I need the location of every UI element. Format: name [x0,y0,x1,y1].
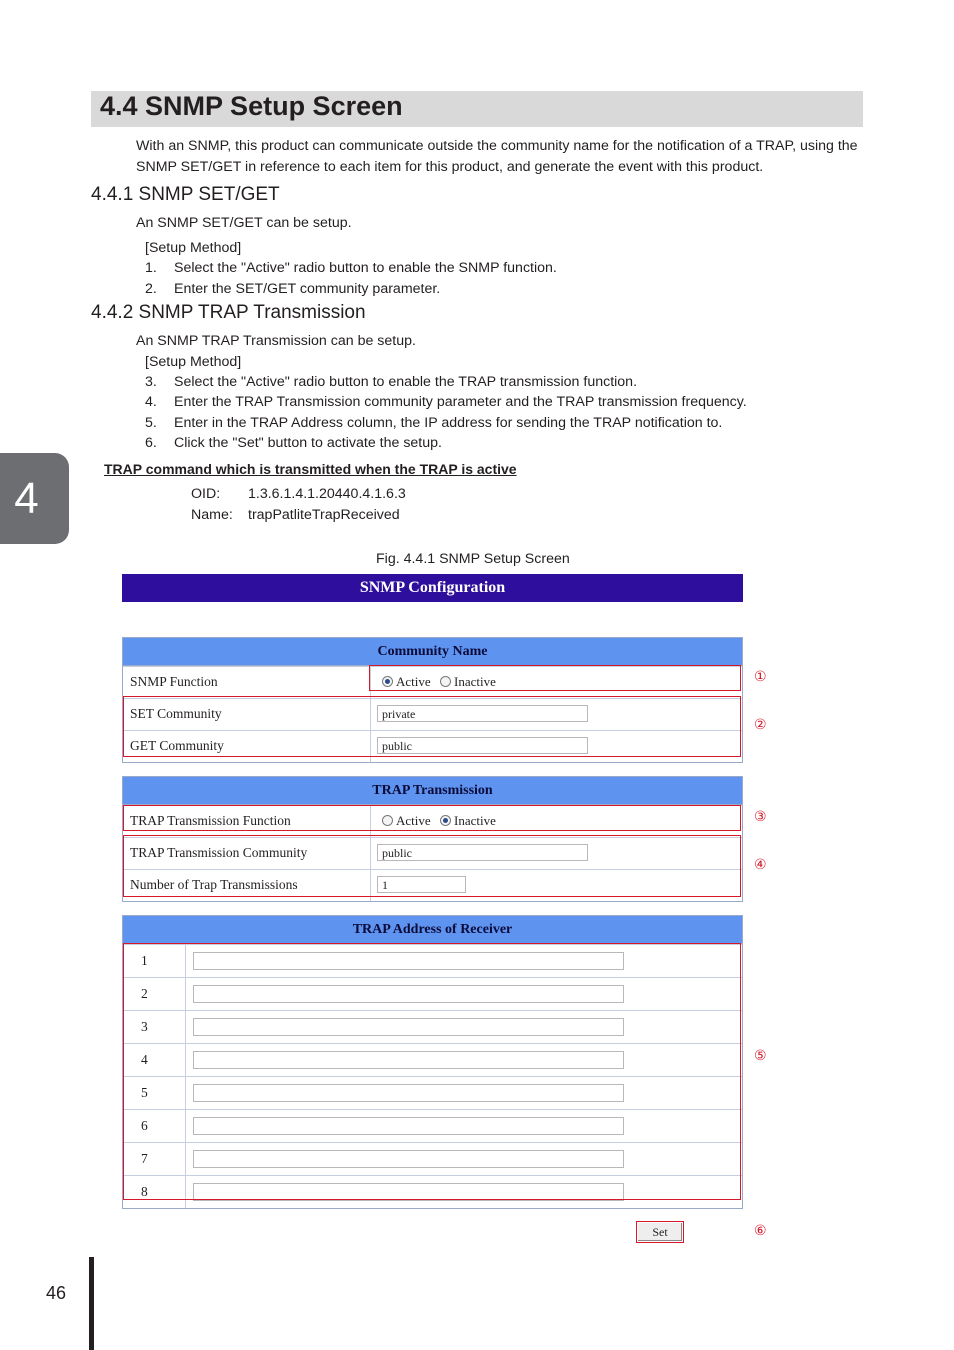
snmp-function-label: SNMP Function [130,674,218,689]
receiver-index: 5 [141,1085,148,1100]
oid-value: 1.3.6.1.4.1.20440.4.1.6.3 [248,486,406,502]
trap-name-value: trapPatliteTrapReceived [248,507,400,523]
trap-receiver-header: TRAP Address of Receiver [123,916,742,944]
page-margin-bar [89,1257,94,1350]
step-number: 2. [145,281,157,297]
trap-command-heading: TRAP command which is transmitted when the TRAP is active [104,461,517,477]
section-title-band [91,91,863,127]
trap-active-label: Active [396,813,431,828]
trap-method-label: [Setup Method] [145,354,242,370]
highlight-box-4 [123,835,741,897]
trap-name-label: Name: [191,507,233,523]
step-text: Enter the SET/GET community parameter. [174,281,441,297]
trap-function-label: TRAP Transmission Function [130,813,291,828]
page-title: 4.4 SNMP Setup Screen [100,91,403,121]
set-get-description: An SNMP SET/GET can be setup. [136,215,352,231]
set-get-method-label: [Setup Method] [145,240,242,256]
intro-paragraph: With an SNMP, this product can communicate outside the community name for the notification of a TRAP, using the SNMP SET/GET in reference to each item for this product, and generate the event with this product. [136,138,858,175]
oid-label: OID: [191,486,221,502]
trap-community-label: TRAP Transmission Community [130,845,308,860]
community-name-header: Community Name [123,638,742,666]
step-text: Enter the TRAP Transmission community parameter and the TRAP transmission frequency. [174,394,747,410]
step-number: 5. [145,415,157,431]
step-text: Select the "Active" radio button to enable the TRAP transmission function. [174,374,638,390]
trap-description: An SNMP TRAP Transmission can be setup. [136,333,416,349]
callout-6: ⑥ [754,1222,767,1238]
step-item [145,433,845,453]
highlight-box-1 [369,665,741,691]
step-text: Enter in the TRAP Address column, the IP address for sending the TRAP notification to. [174,415,723,431]
set-community-input[interactable]: private [377,705,588,722]
snmp-active-label: Active [396,674,431,689]
callout-5: ⑤ [754,1047,767,1063]
chapter-tab: 4 [0,453,69,544]
set-button[interactable]: Set [636,1221,684,1243]
receiver-index: 8 [141,1184,148,1199]
figure-caption: Fig. 4.4.1 SNMP Setup Screen [376,551,570,567]
callout-3: ③ [754,808,767,824]
step-number: 3. [145,374,157,390]
callout-2: ② [754,716,767,732]
highlight-box-2 [123,696,741,757]
step-text: Select the "Active" radio button to enable the SNMP function. [174,260,557,276]
callout-4: ④ [754,856,767,872]
subsection-heading-trap: 4.4.2 SNMP TRAP Transmission [91,302,366,323]
step-number: 1. [145,260,157,276]
highlight-box-3 [123,805,741,831]
step-item [145,392,845,412]
callout-1: ① [754,668,767,684]
step-number: 4. [145,394,157,410]
trap-count-input[interactable]: 1 [377,876,466,893]
receiver-index: 6 [141,1118,148,1133]
trap-count-label: Number of Trap Transmissions [130,877,298,892]
receiver-index: 2 [141,986,148,1001]
trap-inactive-label: Inactive [454,813,496,828]
trap-community-input[interactable]: public [377,844,588,861]
step-number: 6. [145,435,157,451]
step-item [145,413,845,433]
snmp-config-title-bar: SNMP Configuration [122,574,743,602]
subsection-heading-set-get: 4.4.1 SNMP SET/GET [91,184,280,205]
step-item [145,279,845,299]
set-community-label: SET Community [130,706,222,721]
page-number: 46 [46,1283,67,1303]
snmp-inactive-label: Inactive [454,674,496,689]
step-item [145,372,845,392]
receiver-index: 4 [141,1052,148,1067]
trap-transmission-header: TRAP Transmission [123,777,742,805]
receiver-index: 3 [141,1019,148,1034]
receiver-index: 7 [141,1151,148,1166]
highlight-box-5 [123,943,741,1200]
step-text: Click the "Set" button to activate the setup. [174,435,442,451]
get-community-label: GET Community [130,738,224,753]
receiver-index: 1 [141,953,148,968]
step-item [145,258,845,278]
get-community-input[interactable]: public [377,737,588,754]
